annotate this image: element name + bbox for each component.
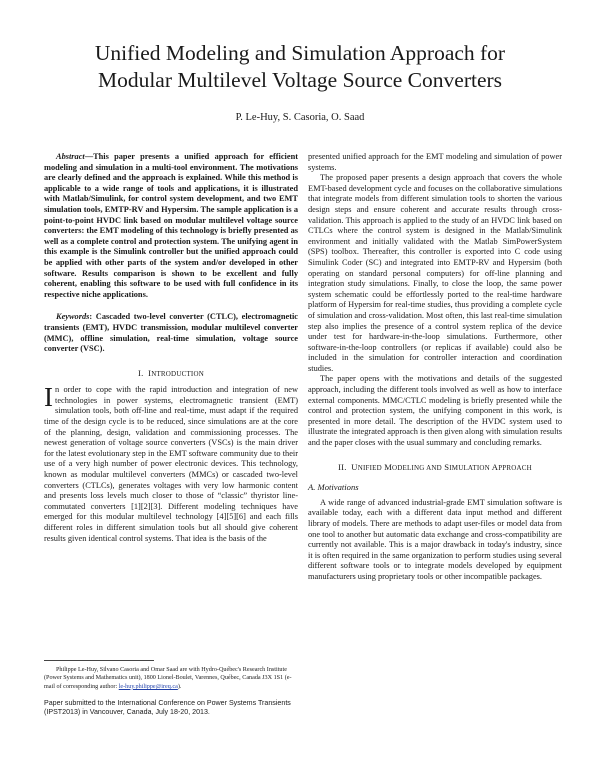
subsection-heading-motivations: A. Motivations	[308, 482, 359, 493]
author-email-link[interactable]: le-huy.philippe@ireq.ca	[118, 683, 178, 690]
word-rest: IMULATION	[449, 463, 490, 472]
section-number: I.	[138, 367, 144, 378]
abstract	[44, 152, 298, 300]
abstract-text: —This paper presents a unified approach for efficient modeling and simulation in a multi-tool environment. The motivations are clearly defined and the approach is explained. While this method is applicable to a wide range of tools and applications, it is illustrated with Matlab/Simulink, for control system development, and two EMT simulation tools, EMTP-RV and Hypersim. The sample application is a point-to-point HVDC link based on modular multilevel voltage source converters: the EMT modeling of this technology is briefly presented as well as a complete control and protection system. The unifying agent in this example is the Simulink controller but the unified approach could be applied with other parts of the system and/or developed in other software. Results comparison is shown to be excellent and fully coherent, enabling this software to be used with full confidence in its respective niche applications.	[44, 152, 298, 299]
word-initial: S	[444, 461, 450, 472]
keywords-lead: Keywords	[56, 312, 90, 322]
submission-note: Paper submitted to the International Conference on Power Systems Transients (IPST2013) in Vancouver, Canada, July 18-20, 2013.	[44, 699, 291, 717]
right-column	[308, 152, 562, 583]
affiliation-text: Philippe Le-Huy, Silvano Casoria and Omar Saad are with Hydro-Québec's Research Institute (Power Systems and Mathematics unit), 1800 Lionel-Boulet, Varennes, Québec, Canada J3X 1S1 (e-mail of corresponding author:	[44, 667, 292, 690]
keywords	[44, 312, 298, 354]
word-initial: A	[491, 461, 499, 472]
section-number: II.	[338, 461, 347, 472]
section-heading-unified-approach	[308, 462, 562, 474]
word-initial: M	[384, 461, 393, 472]
title-line-1: Unified Modeling and Simulation Approach for	[94, 41, 506, 65]
word-rest: NIFIED	[357, 463, 382, 472]
left-column	[44, 152, 298, 544]
authors: P. Le-Huy, S. Casoria, O. Saad	[235, 112, 365, 123]
paragraph-4: A wide range of advanced industrial-grade EMT simulation software is available today, each with a different data input method and different library of models. There are methods to adapt user-files or model data from one tool to another but automatic data exchange and cross-compatibility are currently not available. This is a major drawback in today's industry, since it is often required in the same organization to perform studies using several different software tools or to integrate models developed by equipment manufacturers using proprietary tools or other incompatible packages.	[308, 497, 562, 581]
introduction-paragraph	[44, 382, 298, 544]
section-rest: NTRODUCTION	[151, 369, 204, 378]
paragraph-3: The paper opens with the motivations and details of the suggested approach, including the different tools involved as well as how to interface external components. MMC/CTLC modeling is briefly presented while the control and protection system, the unifying component in this work, is presented in more detail. The description of the HVDC system used to illustrate the integrated approach is then given along with simulation results and the paper closes with the usual summary and concluding remarks.	[308, 374, 562, 448]
paragraph-2: The proposed paper presents a design approach that covers the whole EMT-based development cycle and focuses on the collaborative simulations that integrate models from different simulation tools to shorten the various design steps and ensure coherent and accurate results through cross-validation. This approach is applied to the study of an HVDC link based on CTLCs where the control system is designed in the Matlab/Simulink environment and initially validated with the Matlab SimPowerSystem (SPS) toolbox. Thereafter, this controller is exported into C code using Simulink Coder (SC) and integrated into EMTP-RV and Hypersim (both operating on standard personal computers) for off-line planning and integration study simulations. Finally, to close the loop, the same power system schematic could be effortlessly ported to the real-time hardware platform of Hypersim for real-time studies, thus providing a complete cycle of simulation and cross-validation. Most often, this last real-time simulation step also implies the presence of a control system replica of the device under test for hardware-in-the-loop simulations. Furthermore, other software-in-the-loop controllers (or replicas if available) could also be included in the simulation for controller interaction and coordination studies.	[308, 173, 562, 373]
introduction-text: n order to cope with the rapid introduction and integration of new technologies in power systems, electromagnetic transient (EMT) simulation tools, both off-line and real-time, must adapt if the required time of the design cycle is to be reduced, since simulations are at the core of the planning, design, validation and commissioning processes. The newest generation of voltage source converters (VSCs) is the main driver for the latest evolutionary step in the EMT software community due to their use of a very high number of power electronic devices. This technology, known as modular multilevel converters (MMCs) or cascaded two-level converters (CTLCs), generates voltages with very low harmonic content and presents loss levels much closer to those of “classic” thyristor line-commutated converters [1][2][3]. Different modeling techniques have emerged for this modular multilevel technology [4][5][6] and each fills different roles in different simulation tools but all should give coherent results given identical control systems. That idea is the basis of the	[44, 385, 298, 543]
drop-cap: I	[44, 382, 53, 413]
section-heading-introduction	[44, 368, 298, 380]
footnote	[44, 660, 298, 718]
affiliation-note	[44, 666, 298, 691]
keywords-text: : Cascaded two-level converter (CTLC), electromagnetic transients (EMT), HVDC transmission, modular multilevel converter (MMC), offline simulation, real-time simulation, voltage source converter (VSC).	[44, 312, 298, 354]
abstract-lead: Abstract	[56, 152, 85, 161]
word-initial: U	[351, 461, 358, 472]
title-line-2: Modular Multilevel Voltage Source Converters	[97, 68, 503, 92]
paper-title	[40, 40, 560, 94]
section-initial: I	[148, 367, 152, 378]
footnote-rule	[44, 660, 154, 661]
word-rest: ODELING AND	[392, 463, 442, 472]
affiliation-end: ).	[177, 683, 182, 690]
paragraph-1: presented unified approach for the EMT modeling and simulation of power systems.	[308, 152, 562, 172]
word-rest: PPROACH	[498, 463, 532, 472]
